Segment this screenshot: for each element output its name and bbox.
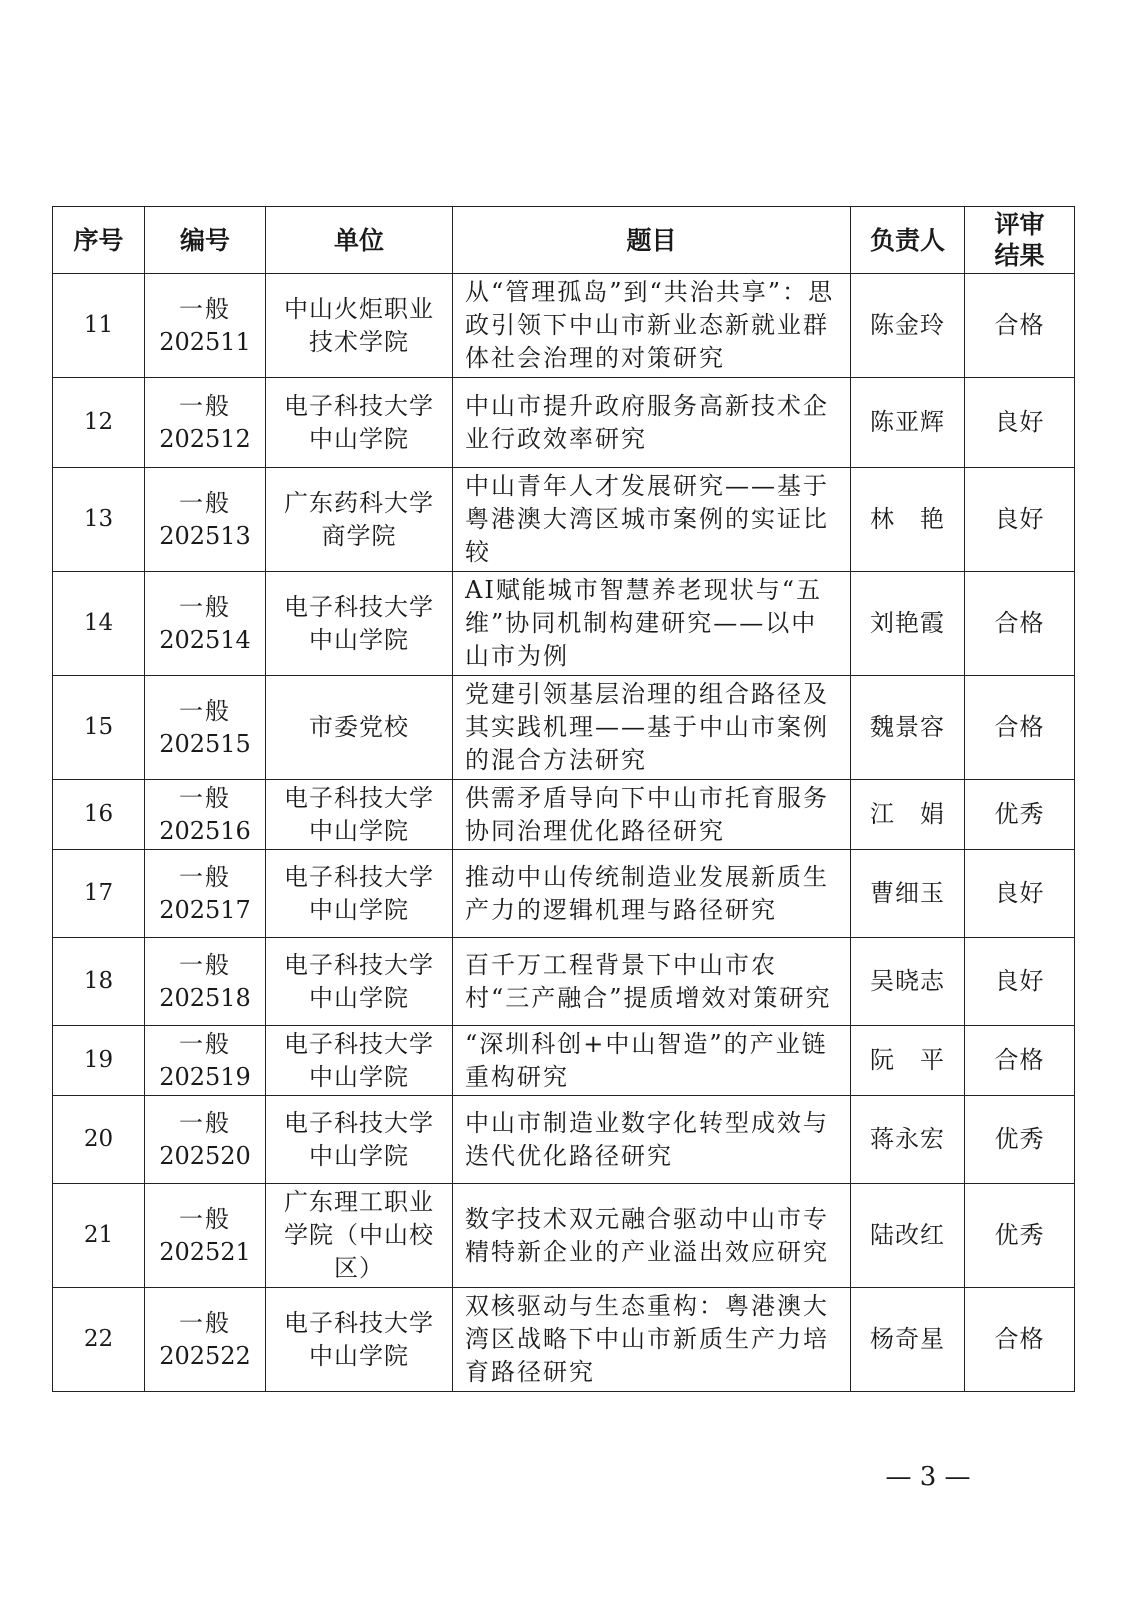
row-code-number: 202513	[159, 521, 251, 550]
header-title: 题目	[453, 207, 851, 274]
row-seq: 17	[53, 850, 145, 938]
row-title: “深圳科创+中山智造”的产业链重构研究	[453, 1026, 851, 1096]
row-code-type: 一般	[179, 950, 231, 979]
header-unit: 单位	[266, 207, 453, 274]
row-code	[145, 572, 266, 676]
row-result: 良好	[965, 938, 1075, 1026]
row-code	[145, 1096, 266, 1184]
row-leader: 陆改红	[851, 1184, 965, 1288]
row-seq: 21	[53, 1184, 145, 1288]
row-code-type: 一般	[179, 696, 231, 725]
row-title: 从“管理孤岛”到“共治共享”：思政引领下中山市新业态新就业群体社会治理的对策研究	[453, 274, 851, 378]
row-unit: 广东药科大学商学院	[266, 468, 453, 572]
header-code: 编号	[145, 207, 266, 274]
table-row	[53, 1288, 1075, 1392]
row-result: 优秀	[965, 780, 1075, 850]
row-leader: 江 娟	[851, 780, 965, 850]
row-code-number: 202519	[159, 1062, 251, 1091]
row-leader: 阮 平	[851, 1026, 965, 1096]
row-unit: 电子科技大学中山学院	[266, 850, 453, 938]
row-code-number: 202521	[159, 1237, 251, 1266]
row-code-type: 一般	[179, 488, 231, 517]
row-unit: 电子科技大学中山学院	[266, 1026, 453, 1096]
row-title: 中山青年人才发展研究——基于粤港澳大湾区城市案例的实证比较	[453, 468, 851, 572]
row-title: AI赋能城市智慧养老现状与“五维”协同机制构建研究——以中山市为例	[453, 572, 851, 676]
row-seq: 20	[53, 1096, 145, 1184]
row-result: 优秀	[965, 1096, 1075, 1184]
row-code-type: 一般	[179, 1204, 231, 1233]
row-title: 数字技术双元融合驱动中山市专精特新企业的产业溢出效应研究	[453, 1184, 851, 1288]
row-code-number: 202518	[159, 983, 251, 1012]
row-code-number: 202511	[159, 327, 251, 356]
row-unit: 电子科技大学中山学院	[266, 378, 453, 468]
table-row	[53, 378, 1075, 468]
row-title: 供需矛盾导向下中山市托育服务协同治理优化路径研究	[453, 780, 851, 850]
row-code-number: 202515	[159, 729, 251, 758]
row-result: 良好	[965, 850, 1075, 938]
row-code	[145, 1184, 266, 1288]
row-code	[145, 938, 266, 1026]
row-code-type: 一般	[179, 1029, 231, 1058]
table-body	[53, 274, 1075, 1392]
row-code-type: 一般	[179, 294, 231, 323]
row-seq: 11	[53, 274, 145, 378]
row-result: 合格	[965, 676, 1075, 780]
header-seq: 序号	[53, 207, 145, 274]
row-code	[145, 780, 266, 850]
row-unit: 电子科技大学中山学院	[266, 1288, 453, 1392]
row-code	[145, 1288, 266, 1392]
header-result-line1: 评审	[994, 210, 1045, 239]
row-code-type: 一般	[179, 783, 231, 812]
table-header-row	[53, 207, 1075, 274]
row-leader: 林 艳	[851, 468, 965, 572]
row-code-number: 202517	[159, 895, 251, 924]
table-row	[53, 676, 1075, 780]
row-title: 双核驱动与生态重构：粤港澳大湾区战略下中山市新质生产力培育路径研究	[453, 1288, 851, 1392]
row-leader: 曹细玉	[851, 850, 965, 938]
row-leader: 陈亚辉	[851, 378, 965, 468]
table-row	[53, 780, 1075, 850]
table-row	[53, 938, 1075, 1026]
row-title: 中山市制造业数字化转型成效与迭代优化路径研究	[453, 1096, 851, 1184]
header-leader: 负责人	[851, 207, 965, 274]
row-title: 党建引领基层治理的组合路径及其实践机理——基于中山市案例的混合方法研究	[453, 676, 851, 780]
row-seq: 19	[53, 1026, 145, 1096]
row-code-type: 一般	[179, 592, 231, 621]
row-seq: 14	[53, 572, 145, 676]
row-code-type: 一般	[179, 862, 231, 891]
row-result: 合格	[965, 572, 1075, 676]
row-seq: 13	[53, 468, 145, 572]
row-seq: 15	[53, 676, 145, 780]
row-unit: 电子科技大学中山学院	[266, 572, 453, 676]
row-code	[145, 468, 266, 572]
row-code	[145, 378, 266, 468]
row-code-type: 一般	[179, 1308, 231, 1337]
table-row	[53, 850, 1075, 938]
row-code-number: 202520	[159, 1141, 251, 1170]
row-leader: 吴晓志	[851, 938, 965, 1026]
row-seq: 22	[53, 1288, 145, 1392]
row-seq: 18	[53, 938, 145, 1026]
table-row	[53, 274, 1075, 378]
row-code-number: 202516	[159, 816, 251, 845]
row-unit: 中山火炬职业技术学院	[266, 274, 453, 378]
row-result: 合格	[965, 1288, 1075, 1392]
row-result: 合格	[965, 1026, 1075, 1096]
row-code	[145, 676, 266, 780]
header-result-line2: 结果	[994, 241, 1045, 270]
table-row	[53, 1026, 1075, 1096]
table-row	[53, 468, 1075, 572]
row-leader: 陈金玲	[851, 274, 965, 378]
row-code-type: 一般	[179, 1108, 231, 1137]
row-unit: 电子科技大学中山学院	[266, 1096, 453, 1184]
row-code-type: 一般	[179, 391, 231, 420]
row-title: 中山市提升政府服务高新技术企业行政效率研究	[453, 378, 851, 468]
page-number: — 3 —	[885, 1462, 971, 1492]
row-title: 推动中山传统制造业发展新质生产力的逻辑机理与路径研究	[453, 850, 851, 938]
row-code	[145, 274, 266, 378]
table-row	[53, 1096, 1075, 1184]
row-leader: 杨奇星	[851, 1288, 965, 1392]
row-leader: 蒋永宏	[851, 1096, 965, 1184]
row-leader: 魏景容	[851, 676, 965, 780]
row-code-number: 202522	[159, 1341, 251, 1370]
row-leader: 刘艳霞	[851, 572, 965, 676]
row-result: 合格	[965, 274, 1075, 378]
row-seq: 12	[53, 378, 145, 468]
row-result: 良好	[965, 378, 1075, 468]
row-unit: 电子科技大学中山学院	[266, 938, 453, 1026]
row-unit: 市委党校	[266, 676, 453, 780]
header-result	[965, 207, 1075, 274]
row-unit: 广东理工职业学院（中山校区）	[266, 1184, 453, 1288]
row-seq: 16	[53, 780, 145, 850]
table-row	[53, 1184, 1075, 1288]
review-results-table	[52, 206, 1075, 1392]
row-unit: 电子科技大学中山学院	[266, 780, 453, 850]
row-result: 优秀	[965, 1184, 1075, 1288]
row-code	[145, 850, 266, 938]
table-row	[53, 572, 1075, 676]
row-code	[145, 1026, 266, 1096]
row-title: 百千万工程背景下中山市农村“三产融合”提质增效对策研究	[453, 938, 851, 1026]
row-result: 良好	[965, 468, 1075, 572]
row-code-number: 202512	[159, 424, 251, 453]
row-code-number: 202514	[159, 625, 251, 654]
